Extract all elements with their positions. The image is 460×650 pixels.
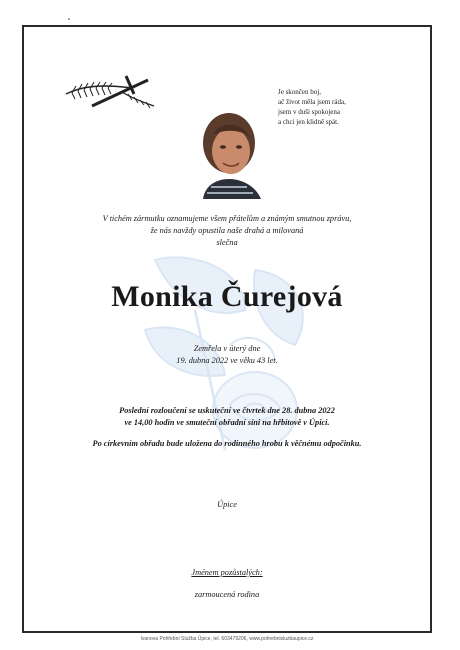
footer-note: Ivanova Pohřební Služba Úpice, tel. 603479206, www.pohrebnisluzbaupice.cz [140,636,314,642]
portrait-photo [181,99,277,199]
scan-speck [68,18,70,20]
poem-line: a chci jen klidně spát. [278,118,339,126]
cross-with-palm-branch-icon [62,72,158,114]
mourners-label: Jménem pozůstalých: [191,568,263,577]
death-line: 19. dubna 2022 ve věku 43 let. [176,356,278,365]
memorial-poem [278,87,408,127]
death-details [22,343,432,367]
funeral-line: ve 14,00 hodin ve smuteční obřadní síni na hřbitově v Úpici. [124,418,330,427]
intro-line: V tichém zármutku oznamujeme všem přátelům a známým smutnou zprávu, [102,214,352,223]
intro-line: že nás navždy opustila naše drahá a milovaná [150,226,304,235]
burial-line: Po církevním obřadu bude uložena do rodinného hrobu k věčnému odpočinku. [92,439,362,448]
funeral-details [22,405,432,450]
funeral-line: Poslední rozloučení se uskuteční ve čtvrtek dne 28. dubna 2022 [119,406,335,415]
family-signature: zarmoucená rodina [194,590,260,599]
deceased-name: Monika Čurejová [111,280,343,313]
intro-line: slečna [216,238,238,247]
poem-line: jsem v duši spokojena [278,108,341,116]
place-name: Úpice [217,500,237,509]
poem-line: Je skončen boj, [278,88,321,96]
poem-line: ač život měla jsem ráda, [278,98,346,106]
announcement-text [22,213,432,249]
death-line: Zemřela v úterý dne [193,344,261,353]
